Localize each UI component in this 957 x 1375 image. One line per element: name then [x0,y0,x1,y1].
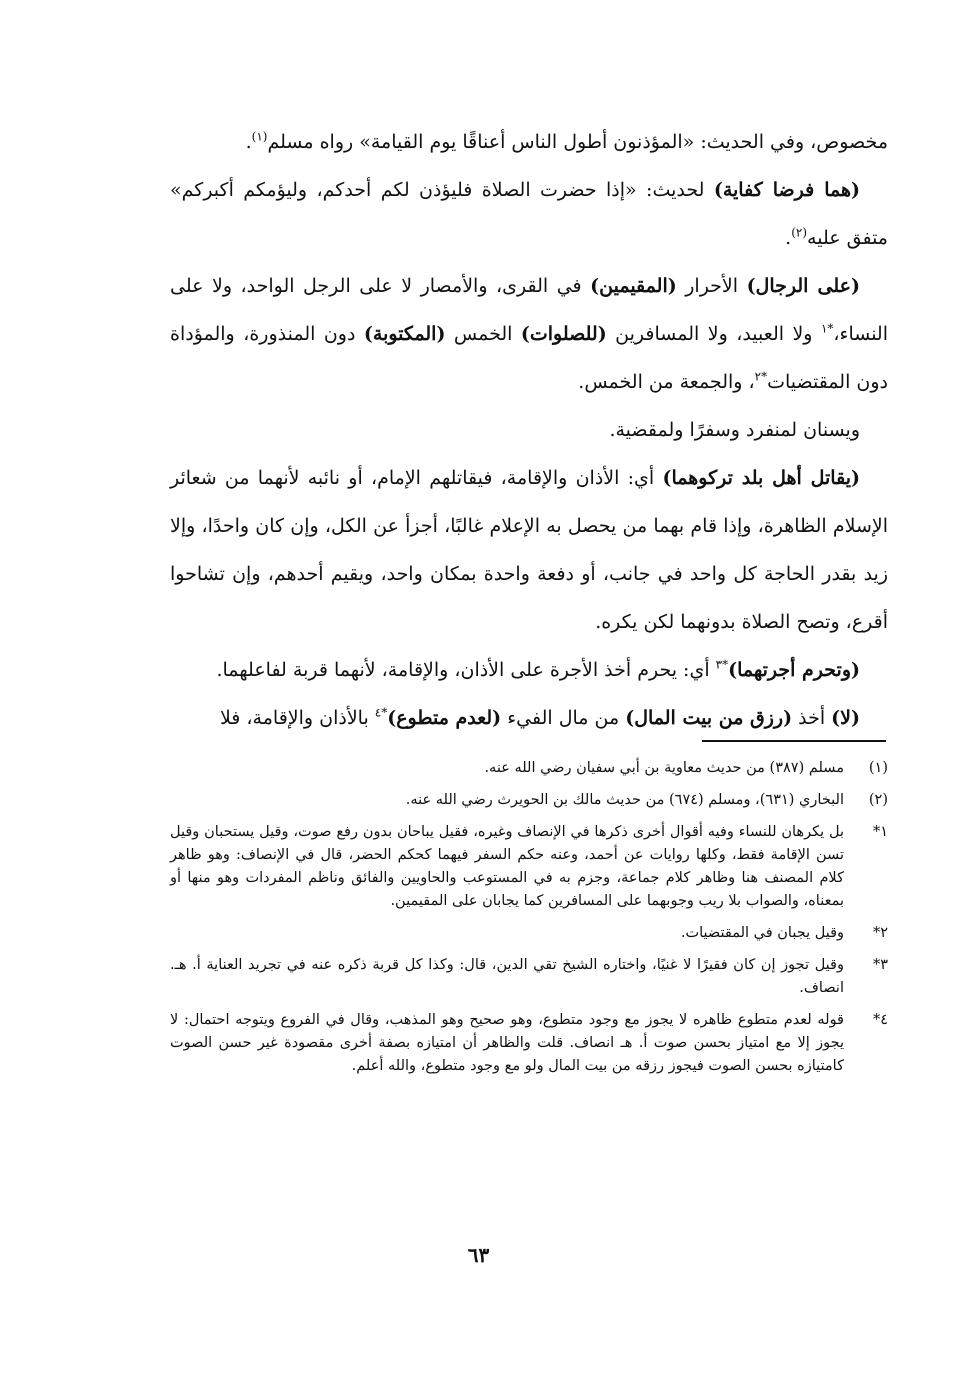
paragraph-6: (وتحرم أجرتهما)$^{*٣}$ أي: يحرم أخذ الأجرة على الأذان، والإقامة، لأنهما قربة لفاعلهما. [216,657,860,681]
bold-term: (رزق من بيت المال) [625,707,793,729]
footnote-text: قوله لعدم متطوع ظاهره لا يجوز مع وجود متطوع، وهو صحيح وهو المذهب، وقال في الفروع ويتوجه احتمال: لا يجوز إلا مع امتياز بحسن صوت أ. هـ انصاف. قلت والظاهر أن امتيازه بصفة أخرى مقصودة غير حسن الصوت كامتيازه بحسن الصوت فيجوز رزقه من بيت المال ولو مع وجود متطوع، والله أعلم. [170,1012,844,1074]
bold-term: (يقاتل أهل بلد تركوهما) [662,467,860,489]
bold-term: (المقيمين) [590,275,677,297]
footnote-marker: (١) [868,760,888,776]
bold-term: (لعدم متطوع) [387,707,502,729]
footnote-text: البخاري (٦٣١)، ومسلم (٦٧٤) من حديث مالك بن الحويرث رضي الله عنه. [405,792,844,808]
footnote-star-3 [170,954,888,1000]
footnotes [170,757,888,1087]
bold-term: (لا) [831,707,860,729]
paragraph-1: مخصوص، وفي الحديث: «المؤذنون أطول الناس أعناقًا يوم القيامة» رواه مسلم$^{(١)}$. [245,129,888,153]
footnote-marker: ٤* [872,1012,888,1028]
footnote-ref-star-2[interactable]: *٢ [754,369,768,384]
footnote-marker: ١* [872,824,888,840]
bold-term: (هما فرضا كفاية) [713,179,860,201]
footnote-marker: (٢) [868,792,888,808]
footnote-text: وقيل تجوز إن كان فقيرًا لا غنيًا، واختاره الشيخ تقي الدين، قال: وكذا كل قربة ذكره عنه في تجريد العناية أ. هـ. انصاف. [170,957,844,996]
footnote-marker: ٢* [872,925,888,941]
footnote-star-4 [170,1009,888,1078]
page-number: ٦٣ [467,1243,490,1267]
bold-term: (المكتوبة) [363,323,446,345]
bold-term: (وتحرم أجرتهما) [728,659,860,681]
paragraph-7: (لا) أخذ (رزق من بيت المال) من مال الفيء (لعدم متطوع)$^{*٤}$ بالأذان والإقامة، فلا [219,705,860,729]
paragraph-3: (على الرجال) الأحرار (المقيمين) في القرى، والأمصار لا على الرجل الواحد، ولا على النساء،$^{*١}$ ولا العبيد، ولا المسافرين (للصلوات) الخمس (المكتوبة) دون المنذورة، والمؤداة دون المقتضيات$^{*٢}$، والجمعة من الخمس. [170,275,888,393]
footnote-star-1 [170,821,888,913]
footnote-2 [170,789,888,812]
footnote-ref-1[interactable]: (١) [251,129,268,144]
footnote-ref-2[interactable]: (٢) [791,225,808,240]
paragraph-4: ويسنان لمنفرد وسفرًا ولمقضية. [609,419,860,441]
footnote-divider [702,740,886,742]
footnote-ref-star-1[interactable]: *١ [820,321,834,336]
footnote-marker: ٣* [872,957,888,973]
footnote-text: بل يكرهان للنساء وفيه أقوال أخرى ذكرها في الإنصاف وغيره، فقيل يباحان بدون رفع صوت، وقيل يستحبان وقيل تسن الإقامة فقط، وكلها روايات عن أحمد، وعنه حكم السفر فيهما كحكم الحضر، قال في الإنصاف: وهو ظاهر كلام المصنف هنا وظاهر كلام جماعة، وجزم به في المستوعب والحاويين والفائق وناظم المفردات وهو منها أو بمعناه، والصواب بلا ريب وجوبهما على المسافرين كما يجابان على المقيمين. [170,824,844,909]
main-text [170,118,888,742]
footnote-text: مسلم (٣٨٧) من حديث معاوية بن أبي سفيان رضي الله عنه. [484,760,844,776]
paragraph-5: (يقاتل أهل بلد تركوهما) أي: الأذان والإقامة، فيقاتلهم الإمام، أو نائبه لأنهما من شعائر الإسلام الظاهرة، وإذا قام بهما من يحصل به الإعلام غالبًا، أجزأ عن الكل، وإن كان واحدًا، وإلا زيد بقدر الحاجة كل واحد في جانب، أو دفعة واحدة بمكان واحد، ويقيم أحدهم، وإن تشاحوا أقرع، وتصح الصلاة بدونهما لكن يكره. [170,467,888,633]
footnote-ref-star-4[interactable]: *٤ [374,705,388,720]
paragraph-2: (هما فرضا كفاية) لحديث: «إذا حضرت الصلاة فليؤذن لكم أحدكم، وليؤمكم أكبركم» متفق عليه$^{(٢)}$. [170,179,888,249]
footnote-text: وقيل يجبان في المقتضيات. [680,925,844,941]
footnote-ref-star-3[interactable]: *٣ [715,657,729,672]
footnote-star-2 [170,922,888,945]
bold-term: (للصلوات) [520,323,607,345]
footnote-1 [170,757,888,780]
bold-term: (على الرجال) [746,275,860,297]
